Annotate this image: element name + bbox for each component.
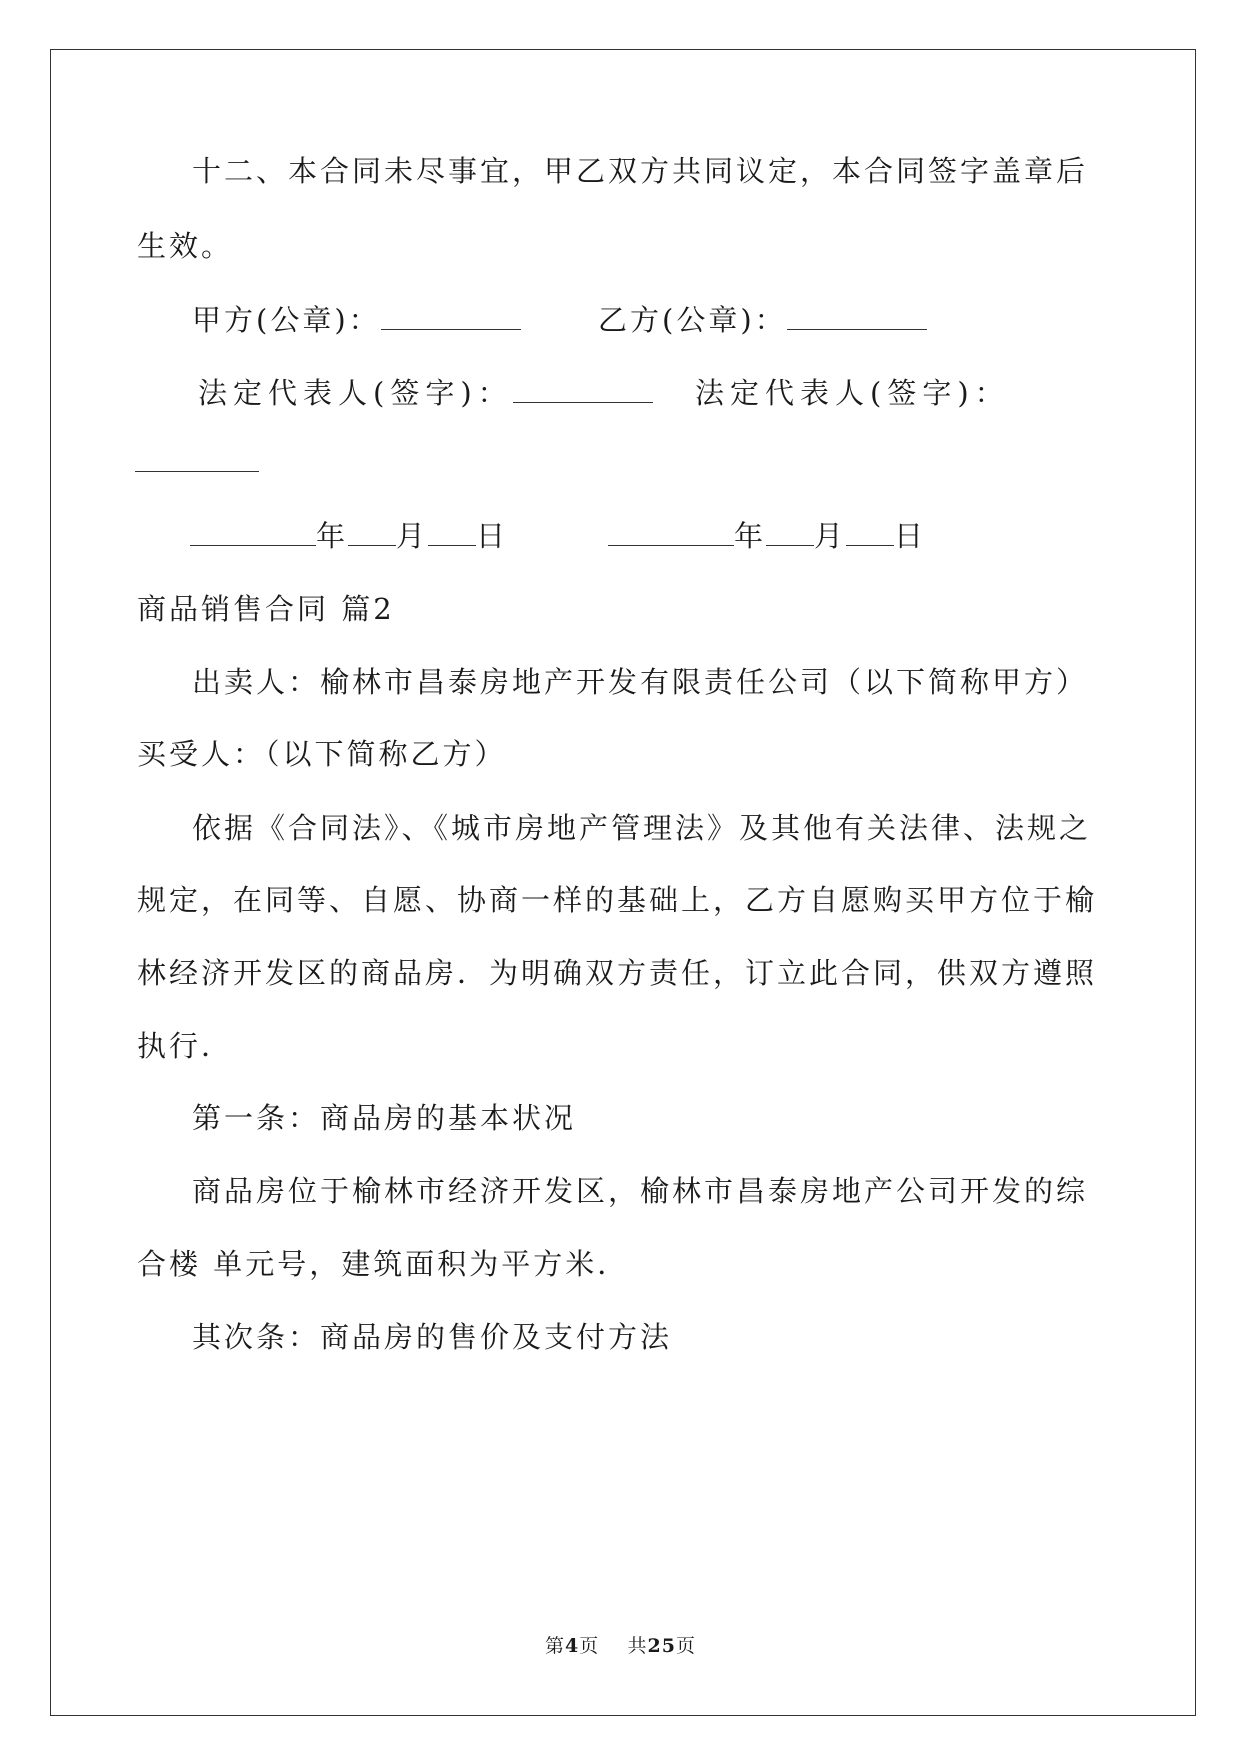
date-a-row (190, 519, 509, 553)
legal-rep-a-label: 法定代表人(签字)： (198, 376, 513, 410)
article-1-line-2: 合楼 单元号，建筑面积为平方米． (137, 1247, 630, 1281)
footer-page-total: 25 (647, 1635, 676, 1657)
party-b-seal-blank (787, 329, 927, 330)
footer-page-unit: 页 (579, 1635, 600, 1657)
clause-12-line-1: 十二、本合同未尽事宜，甲乙双方共同议定，本合同签字盖章后 (192, 154, 1089, 188)
date-a-day-label: 日 (476, 519, 509, 553)
page-footer (0, 1637, 1241, 1656)
article-1-line-1: 商品房位于榆林市经济开发区，榆林市昌泰房地产公司开发的综 (192, 1174, 1089, 1208)
footer-total-prefix: 共 (627, 1635, 648, 1657)
date-b-month-label: 月 (814, 519, 847, 553)
footer-total-unit: 页 (675, 1635, 696, 1657)
party-b-seal-label: 乙方(公章)： (598, 303, 787, 337)
footer-page-current: 4 (565, 1635, 580, 1657)
basis-line-3: 林经济开发区的商品房．为明确双方责任，订立此合同，供双方遵照 (137, 956, 1098, 990)
party-a-seal-row (192, 303, 521, 337)
date-b-year-label: 年 (734, 519, 767, 553)
basis-line-4: 执行． (137, 1029, 234, 1063)
buyer-line: 买受人：（以下简称乙方） (137, 737, 507, 771)
footer-page-prefix: 第 (545, 1635, 566, 1657)
date-a-year-label: 年 (316, 519, 349, 553)
date-b-month-blank (766, 545, 814, 546)
section-title: 商品销售合同 篇2 (137, 592, 395, 626)
party-a-seal-blank (381, 329, 521, 330)
clause-12-line-2: 生效。 (137, 229, 234, 263)
basis-line-1: 依据《合同法》、《城市房地产管理法》及其他有关法律、法规之 (192, 811, 1092, 845)
date-b-year-blank (608, 545, 734, 546)
legal-rep-a-blank (513, 402, 653, 403)
date-a-month-blank (348, 545, 396, 546)
date-a-month-label: 月 (396, 519, 429, 553)
basis-line-2: 规定，在同等、自愿、协商一样的基础上，乙方自愿购买甲方位于榆 (137, 883, 1098, 917)
date-b-day-label: 日 (894, 519, 927, 553)
date-a-year-blank (190, 545, 316, 546)
article-2-title: 其次条：商品房的售价及支付方法 (192, 1320, 673, 1354)
seller-line: 出卖人：榆林市昌泰房地产开发有限责任公司（以下简称甲方） (192, 665, 1089, 699)
article-1-title: 第一条：商品房的基本状况 (192, 1101, 577, 1135)
date-a-day-blank (428, 545, 476, 546)
date-b-day-blank (846, 545, 894, 546)
date-b-row (608, 519, 927, 553)
legal-rep-b-blank (135, 471, 259, 472)
legal-rep-b-label: 法定代表人(签字)： (695, 376, 1010, 410)
party-a-seal-label: 甲方(公章)： (192, 303, 381, 337)
legal-rep-a-row (198, 376, 653, 410)
party-b-seal-row (598, 303, 927, 337)
